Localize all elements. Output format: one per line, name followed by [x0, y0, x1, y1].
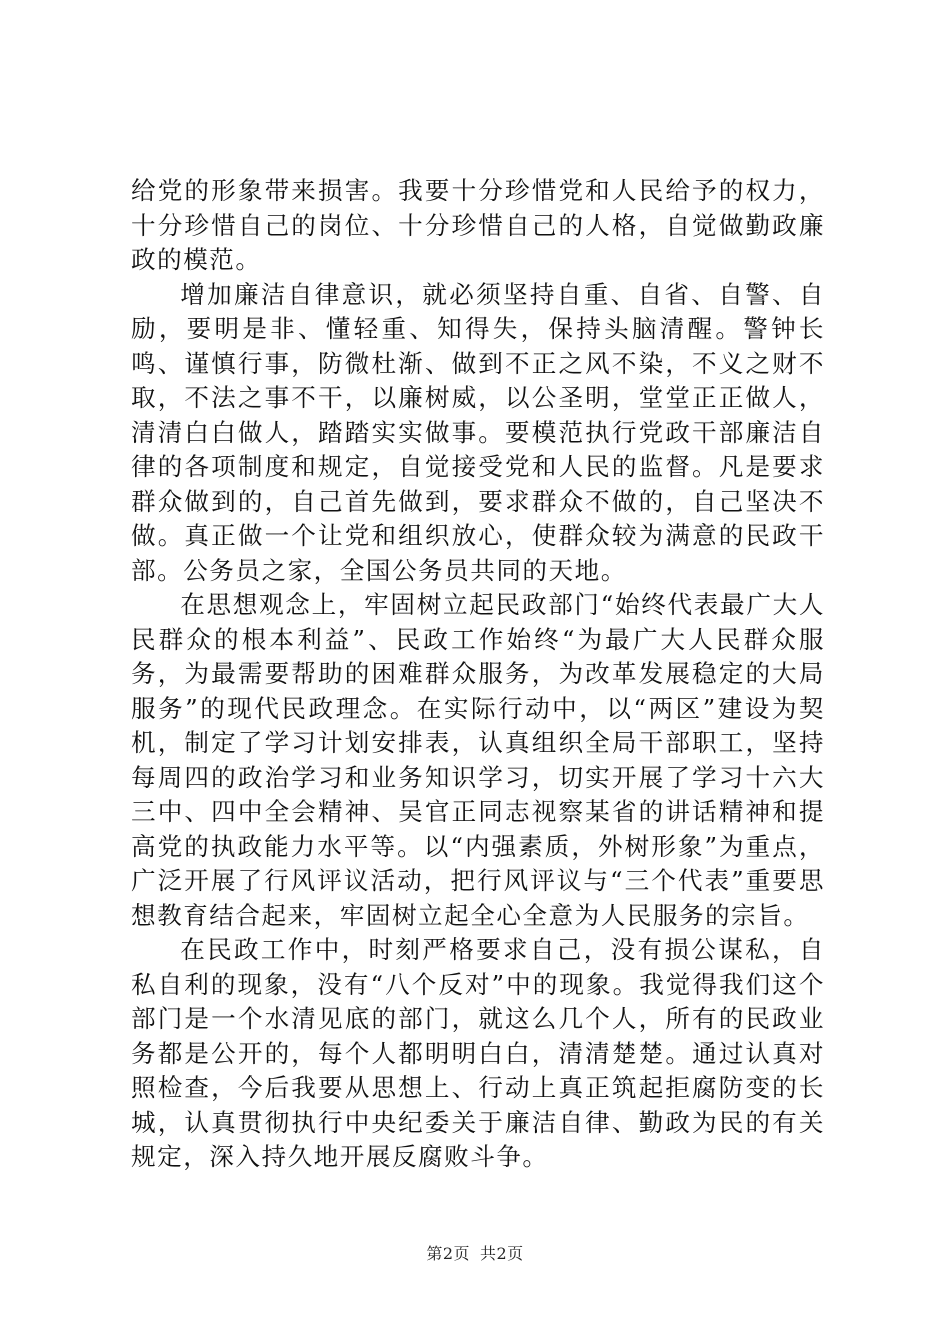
paragraph-4: 在民政工作中，时刻严格要求自己，没有损公谋私，自私自利的现象，没有“八个反对”中的现象。我觉得我们这个部门是一个水清见底的部门，就这么几个人，所有的民政业务都是公开的，每个人都明明白白，清清楚楚。通过认真对照检查，今后我要从思想上、行动上真正筑起拒腐防变的长城，认真贯彻执行中央纪委关于廉洁自律、勤政为民的有关规定，深入持久地开展反腐败斗争。: [131, 935, 825, 1171]
page-footer: [0, 1244, 950, 1264]
page-number-current: 第2页: [426, 1244, 470, 1263]
paragraph-3: 在思想观念上，牢固树立起民政部门“始终代表最广大人民群众的根本利益”、民政工作始终“为最广大人民群众服务，为最需要帮助的困难群众服务，为改革发展稳定的大局服务”的现代民政理念。在实际行动中，以“两区”建设为契机，制定了学习计划安排表，认真组织全局干部职工，坚持每周四的政治学习和业务知识学习，切实开展了学习十六大三中、四中全会精神、吴官正同志视察某省的讲话精神和提高党的执政能力水平等。以“内强素质，外树形象”为重点，广泛开展了行风评议活动，把行风评议与“三个代表”重要思想教育结合起来，牢固树立起全心全意为人民服务的宗旨。: [131, 590, 825, 930]
page-number-total: 共2页: [480, 1244, 524, 1263]
paragraph-2: 增加廉洁自律意识，就必须坚持自重、自省、自警、自励，要明是非、懂轻重、知得失，保持头脑清醒。警钟长鸣、谨慎行事，防微杜渐、做到不正之风不染，不义之财不取，不法之事不干，以廉树威，以公圣明，堂堂正正做人，清清白白做人，踏踏实实做事。要模范执行党政干部廉洁自律的各项制度和规定，自觉接受党和人民的监督。凡是要求群众做到的，自己首先做到，要求群众不做的，自己坚决不做。真正做一个让党和组织放心，使群众较为满意的民政干部。公务员之家，全国公务员共同的天地。: [131, 279, 825, 585]
paragraph-1: 给党的形象带来损害。我要十分珍惜党和人民给予的权力，十分珍惜自己的岗位、十分珍惜自己的人格，自觉做勤政廉政的模范。: [131, 176, 825, 274]
document-body: [131, 174, 825, 1175]
